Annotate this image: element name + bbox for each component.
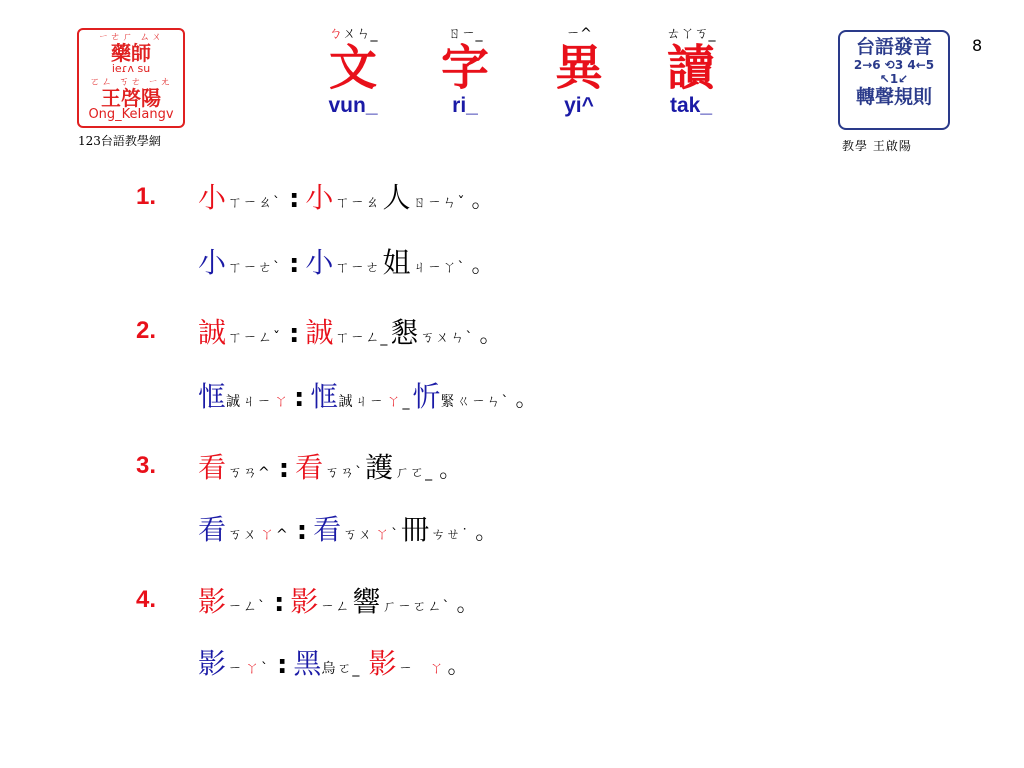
example-char: 小	[305, 181, 334, 214]
word-char: 懇	[390, 316, 419, 349]
title-char: 讀	[666, 40, 715, 96]
logo-left-mid2: ㄛㄥ ㄎㄜ ㄧㄤ	[89, 77, 173, 88]
item-3-line-2	[198, 508, 497, 548]
title-bopo: ㄨㄣ_	[342, 26, 378, 42]
bopomofo: ㄧ	[398, 661, 414, 677]
example-char: 影	[290, 585, 319, 618]
bopomofo: ㄖㄧㄣˇ	[412, 195, 466, 211]
example-char: 影	[198, 585, 227, 618]
item-number: 2.	[136, 317, 157, 344]
bopomofo: ㄏㄛ_	[395, 465, 434, 481]
colon: :	[289, 249, 300, 279]
word-char: 響	[352, 585, 381, 618]
bopomofo: ㄎㄨㄣˋ	[420, 330, 474, 346]
word-char: 忻	[412, 380, 441, 413]
period: 。	[471, 188, 494, 213]
title-roman: ri_	[452, 94, 478, 117]
item-number: 4.	[136, 586, 157, 613]
colon: :	[274, 588, 285, 618]
title-roman: vun_	[328, 94, 378, 117]
title-bopo: ㄧ^	[566, 26, 592, 42]
title-col-1	[303, 26, 403, 118]
colon: :	[277, 650, 288, 680]
small-char: 誠	[338, 394, 353, 410]
logo-left-roman: Ong_KeIangv	[88, 107, 174, 122]
bopomofo: ㄎㄢ^	[228, 465, 271, 481]
bopomofo-red: ㄚ	[386, 394, 401, 410]
title-char: 字	[440, 40, 489, 96]
bopomofo-red: ㄚ	[274, 394, 289, 410]
title-char: 異	[554, 40, 603, 96]
bopomofo-tail: ˋ	[391, 527, 400, 543]
item-2-line-2	[198, 375, 537, 415]
example-char: 誠	[198, 316, 227, 349]
period: 。	[439, 458, 462, 483]
bopomofo-tail: _	[402, 394, 411, 410]
bopomofo-tail: ^	[276, 527, 289, 543]
item-number: 1.	[136, 183, 157, 210]
bopomofo: ㄒㄧㄠˋ	[228, 195, 282, 211]
bopomofo: ㄍㄧㄣˋ	[456, 394, 510, 410]
item-1-line-2	[198, 241, 493, 281]
bopomofo: ㄒㄧㄥˇ	[228, 330, 282, 346]
small-char: 緊	[440, 394, 455, 410]
title-col-4	[641, 26, 741, 118]
bopomofo-red: ㄚ	[260, 527, 275, 543]
example-char: 小	[198, 246, 227, 279]
bopomofo: ㄘㄝ˙	[431, 527, 470, 543]
item-4-line-1	[198, 580, 478, 620]
title-col-3	[529, 26, 629, 118]
logo-left-title: 藥師	[111, 41, 151, 65]
word-char: 人	[382, 181, 411, 214]
period: 。	[471, 253, 494, 278]
bopomofo: ㄧㄥ	[320, 599, 351, 615]
title-bopo: ㄊㄚㄎ_	[666, 26, 716, 42]
logo-left-name: 王啓陽	[101, 86, 161, 110]
bopomofo: ㄒㄧㄥ_	[335, 330, 389, 346]
site-caption: 123台語教學網	[78, 134, 161, 148]
period: 。	[447, 654, 470, 679]
item-1-line-1	[198, 176, 493, 216]
example-char: 看	[295, 451, 324, 484]
bopomofo: ㄧㄥˋ	[228, 599, 267, 615]
logo-left-top: ㄧㄜㄏ ㄙㄨ	[98, 32, 164, 43]
bopomofo: ㄐㄧ	[242, 394, 273, 410]
example-char: 看	[198, 513, 227, 546]
teacher-caption: 教學 王啟陽	[842, 139, 912, 153]
bopomofo: ㄎㄨ	[343, 527, 374, 543]
period: 。	[475, 520, 498, 545]
item-3-line-1	[198, 446, 461, 486]
word-char: 冊	[401, 513, 430, 546]
colon: :	[296, 516, 308, 546]
title-col-2	[415, 26, 515, 118]
logo-left	[77, 28, 185, 128]
bopomofo-red: ㄚ	[429, 661, 444, 677]
colon: :	[294, 383, 305, 413]
bopomofo: ㄒㄧㄜ	[335, 260, 381, 276]
logo-right-line2: 轉聲規則	[855, 86, 932, 108]
title-bopo: ㄖㄧ_	[447, 26, 483, 42]
colon: :	[289, 184, 300, 214]
example-char: 影	[198, 647, 227, 680]
word-char: 姐	[382, 246, 411, 279]
bopomofo: ㄛ_	[337, 661, 361, 677]
bopomofo: ㄒㄧㄜˋ	[228, 260, 282, 276]
bopomofo: ㄒㄧㄠ	[335, 195, 381, 211]
title-char: 文	[328, 40, 377, 96]
logo-right-line1: 台語發音	[855, 36, 932, 58]
title-roman: tak_	[669, 94, 713, 117]
page-number: 8	[972, 36, 983, 55]
bopomofo-red: ㄚ	[245, 661, 260, 677]
bopomofo-tail: ˋ	[261, 661, 270, 677]
colon: :	[289, 319, 300, 349]
example-char: 恇	[198, 380, 227, 413]
example-char: 小	[198, 181, 227, 214]
bopomofo: ㄎㄢˋ	[325, 465, 364, 481]
bopomofo: ㄐㄧㄚˋ	[412, 260, 466, 276]
example-char: 看	[313, 513, 342, 546]
example-char: 恇	[310, 380, 339, 413]
logo-right-diagram2: ↖1↙	[879, 72, 909, 86]
logo-right-diagram1: 2→6 ⟲3 4←5	[853, 58, 935, 72]
example-char: 誠	[305, 316, 334, 349]
period: 。	[515, 387, 538, 412]
example-char: 看	[198, 451, 227, 484]
bopomofo-red: ㄚ	[375, 527, 390, 543]
logo-left-mid: ieɾʌ su	[111, 62, 151, 75]
bopomofo: ㄎㄨ	[228, 527, 259, 543]
item-4-line-2	[198, 642, 469, 682]
title-bopo-lead: ㄅ	[328, 26, 343, 42]
small-char: 烏	[321, 661, 336, 677]
colon: :	[278, 454, 290, 484]
example-char: 黑	[293, 647, 322, 680]
item-2-line-1	[198, 311, 501, 351]
item-number: 3.	[136, 452, 157, 479]
word-char: 護	[365, 451, 394, 484]
small-char: 誠	[226, 394, 241, 410]
word-char: 影	[368, 647, 397, 680]
logo-right	[838, 30, 950, 130]
period: 。	[479, 323, 502, 348]
bopomofo: ㄏㄧㄛㄥˋ	[382, 599, 451, 615]
title-roman: yi^	[564, 94, 594, 117]
bopomofo: ㄧ	[228, 661, 244, 677]
example-char: 小	[305, 246, 334, 279]
period: 。	[456, 592, 479, 617]
bopomofo: ㄐㄧ	[354, 394, 385, 410]
